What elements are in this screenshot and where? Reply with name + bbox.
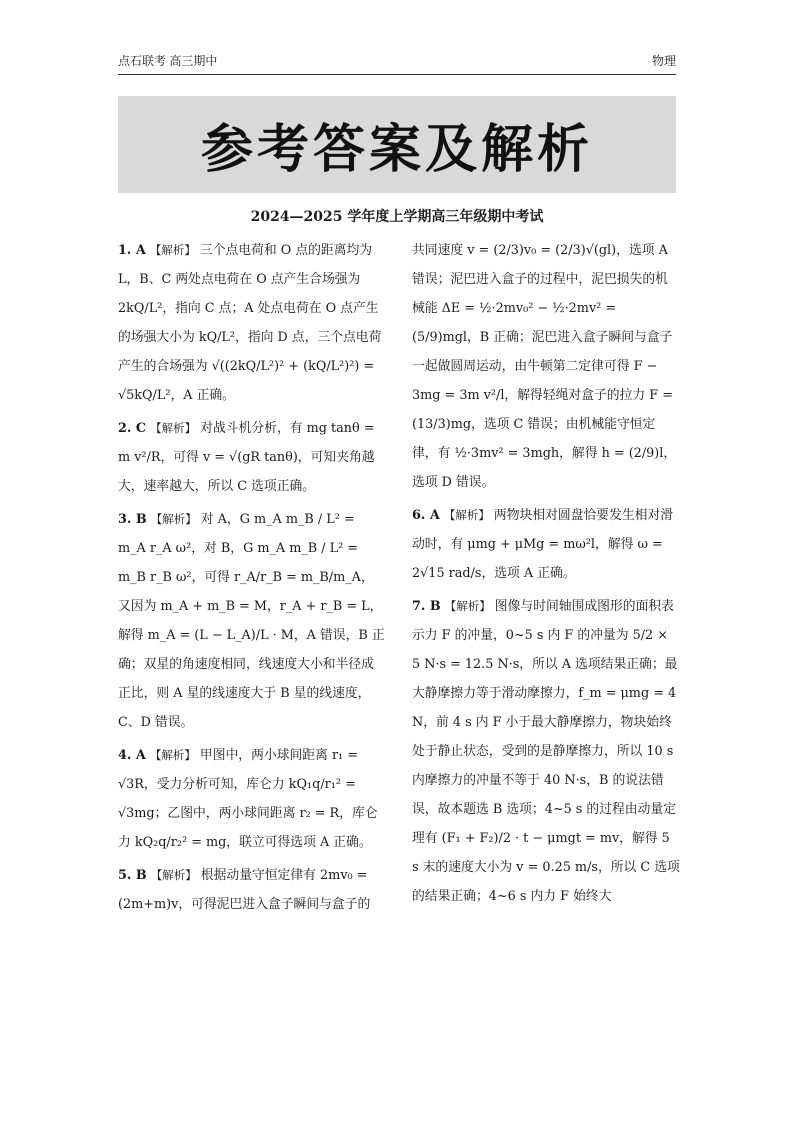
- analysis-tag: 【解析】: [150, 868, 197, 882]
- answer-text: 共同速度 v = (2/3)v₀ = (2/3)√(gl)，选项 A 错误；泥巴进入盒子的过程中，泥巴损失的机械能 ΔE = ½·2mv₀² − ½·2mv² = (5/9)mgl，B 正确；泥巴进入盒子瞬间与盒子一起做圆周运动，由牛顿第二定律可得 F − 3mg = 3m v²/l，解得轻绳对盒子的拉力 F = (13/3)mg，选项 C 错误；由机械能守恒定律，有 ½·3mv² = 3mgh，解得 h = (2/9)l，选项 D 错误。: [412, 243, 677, 490]
- answer-item: [118, 861, 386, 919]
- answer-item: [412, 236, 680, 497]
- exam-subtitle: 2024—2025 学年度上学期高三年级期中考试: [250, 209, 544, 225]
- answer-number: 1. A: [118, 243, 146, 258]
- analysis-tag: 【解析】: [149, 243, 196, 257]
- answer-text: 甲图中，两小球间距离 r₁ = √3R，受力分析可知，库仑力 kQ₁q/r₁² = √3mg；乙图中，两小球间距离 r₂ = R，库仑力 kQ₂q/r₂² = mg，联立可得选项 A 正确。: [118, 748, 378, 850]
- answer-item: [118, 741, 386, 857]
- answer-text: 对 A，G m_A m_B / L² = m_A r_A ω²，对 B，G m_A m_B / L² = m_B r_B ω²，可得 r_A/r_B = m_B/m_A，又因为 m_A + m_B = M，r_A + r_B = L，解得 m_A = (L − L_A)/L · M，A 错误，B 正确；双星的角速度相同，线速度大小和半径成正比，则 A 星的线速度大于 B 星的线速度，C、D 错误。: [118, 512, 385, 730]
- title-banner: [118, 96, 676, 193]
- answer-item: [118, 236, 386, 410]
- analysis-tag: 【解析】: [150, 421, 197, 435]
- analysis-tag: 【解析】: [150, 512, 197, 526]
- answer-number: 6. A: [412, 508, 440, 523]
- answer-text: 图像与时间轴围成图形的面积表示力 F 的冲量，0~5 s 内 F 的冲量为 5/2 × 5 N·s = 12.5 N·s，所以 A 选项结果正确；最大静摩擦力等于滑动摩擦力，f_m = μmg = 4 N，前 4 s 内 F 小于最大静摩擦力，物块始终处于静止状态，受到的是静摩擦力，所以 10 s 内摩擦力的冲量不等于 40 N·s，B 的说法错误，故本题选 B 选项；4~5 s 的过程由动量定理有 (F₁ + F₂)/2 · t − μmgt = mv，解得 5 s 末的速度大小为 v = 0.25 m/s，所以 C 选项的结果正确；4~6 s 内力 F 始终大: [412, 599, 680, 904]
- answer-number: 5. B: [118, 868, 147, 883]
- answer-text: 三个点电荷和 O 点的距离均为 L，B、C 两处点电荷在 O 点产生合场强为 2kQ/L²，指向 C 点；A 处点电荷在 O 点产生的场强大小为 kQ/L²，指向 D 点，三个点电荷产生的合场强为 √((2kQ/L²)² + (kQ/L²)²) = √5kQ/L²，A 正确。: [118, 243, 382, 403]
- analysis-tag: 【解析】: [444, 599, 491, 613]
- answer-text: 两物块相对圆盘恰要发生相对滑动时，有 μmg + μMg = mω²l，解得 ω = 2√15 rad/s，选项 A 正确。: [412, 508, 674, 581]
- answer-item: [412, 592, 680, 911]
- answer-number: 7. B: [412, 599, 441, 614]
- analysis-tag: 【解析】: [149, 748, 196, 762]
- header-exam-name: 点石联考 高三期中: [118, 54, 218, 68]
- header-subject: 物理: [651, 54, 676, 68]
- left-column: [118, 236, 386, 923]
- answer-text: 根据动量守恒定律有 2mv₀ = (2m+m)v，可得泥巴进入盒子瞬间与盒子的: [118, 868, 371, 912]
- answer-number: 2. C: [118, 421, 146, 436]
- answer-number: 3. B: [118, 512, 147, 527]
- answer-item: [118, 414, 386, 501]
- answer-item: [412, 501, 680, 588]
- answer-text: 对战斗机分析，有 mg tanθ = m v²/R，可得 v = √(gR tanθ)，可知夹角越大，速率越大，所以 C 选项正确。: [118, 421, 375, 494]
- page-header: [118, 50, 676, 75]
- page-title: 参考答案及解析: [200, 120, 593, 180]
- answer-number: 4. A: [118, 748, 146, 763]
- analysis-tag: 【解析】: [443, 508, 490, 522]
- right-column: [412, 236, 680, 915]
- answer-item: [118, 505, 386, 737]
